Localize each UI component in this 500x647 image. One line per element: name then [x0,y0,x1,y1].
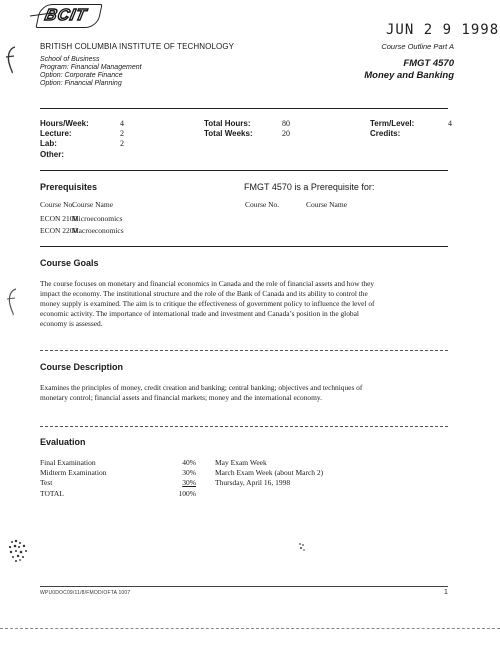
term-level-label: Term/Level: [370,119,415,128]
eval-row-1-item: Final Examination [40,458,96,467]
prerequisites-heading: Prerequisites [40,182,98,192]
prereq-row-2-no: ECON 2200 [40,226,78,235]
eval-row-4-pct: 100% [178,489,196,498]
prereq-row-2-name: Macroeconomics [72,226,124,235]
description-line-2: monetary control; financial assets and financial markets; money and the international economy. [40,393,322,402]
course-goals-heading: Course Goals [40,258,99,268]
margin-mark-mid [5,286,19,316]
divider-description [40,426,448,427]
course-code: FMGT 4570 [403,58,454,69]
divider-goals [40,350,448,351]
eval-row-2-item: Midterm Examination [40,468,107,477]
goals-line-1: The course focuses on monetary and financial economics in Canada and the role of financial assets and how they [40,279,375,288]
scan-speckle-left [6,538,30,564]
course-description-body [40,383,460,403]
hours-week-value: 4 [120,119,124,128]
postreq-col-course-no: Course No. [245,200,280,209]
course-description-heading: Course Description [40,362,124,372]
is-prerequisite-heading: FMGT 4570 is a Prerequisite for: [244,182,375,192]
institution-name: BRITISH COLUMBIA INSTITUTE OF TECHNOLOGY [40,42,235,51]
description-line-1: Examines the principles of money, credit creation and banking; central banking; objectives and techniques of [40,383,363,392]
divider-header [40,108,448,109]
divider-footer [40,586,448,587]
lecture-value: 2 [120,129,124,138]
eval-row-2-pct: 30% [182,468,196,477]
lab-label: Lab: [40,139,57,148]
lab-value: 2 [120,139,124,148]
hours-week-label: Hours/Week: [40,119,89,128]
eval-row-3-item: Test [40,478,53,487]
eval-row-3-pct: 30% [182,478,196,487]
eval-row-1-when: May Exam Week [215,458,267,467]
outline-part: Course Outline Part A [381,42,454,51]
eval-row-4-item: TOTAL [40,489,64,498]
school-name: School of Business [40,56,100,63]
margin-mark-top [4,44,18,74]
goals-line-4: economic activity. The importance of international trade and investment and Canada’s position in the global [40,309,359,318]
scan-speckle-center [298,542,306,552]
total-hours-value: 80 [282,119,290,128]
prereq-col-course-no: Course No. [40,200,75,209]
course-goals-body [40,279,460,329]
goals-line-5: economy is assessed. [40,319,103,328]
logo-text: BCIT [43,7,89,24]
evaluation-heading: Evaluation [40,437,86,447]
goals-line-2: impact the economy. The institutional structure and the role of the Bank of Canada and its ability to control the [40,289,368,298]
prereq-row-1-no: ECON 2100 [40,214,78,223]
divider-hours [40,170,448,171]
total-weeks-value: 20 [282,129,290,138]
goals-line-3: money supply is examined. The aim is to critique the effectiveness of government policy to influence the level of [40,299,375,308]
option-financial-planning: Option: Financial Planning [40,80,122,87]
date-stamp: JUN 2 9 1998 [386,22,500,38]
footer-code: WPU0DOC09/11/8/FMOD/OFTA 1007 [40,590,131,596]
program-name: Program: Financial Management [40,64,142,71]
bottom-dashed-edge [0,628,500,629]
other-label: Other: [40,150,64,159]
eval-row-3-when: Thursday, April 16, 1998 [215,478,291,487]
credits-label: Credits: [370,129,401,138]
course-title: Money and Banking [364,70,454,81]
eval-row-1-pct: 40% [182,458,196,467]
total-hours-label: Total Hours: [204,119,251,128]
divider-prereq [40,246,448,247]
eval-row-2-when: March Exam Week (about March 2) [215,468,324,477]
prereq-col-course-name: Course Name [72,200,114,209]
term-level-value: 4 [448,119,452,128]
page-number: 1 [444,589,448,596]
lecture-label: Lecture: [40,129,72,138]
option-corporate-finance: Option: Corporate Finance [40,72,123,79]
total-weeks-label: Total Weeks: [204,129,253,138]
postreq-col-course-name: Course Name [306,200,348,209]
prereq-row-1-name: Microeconomics [72,214,123,223]
